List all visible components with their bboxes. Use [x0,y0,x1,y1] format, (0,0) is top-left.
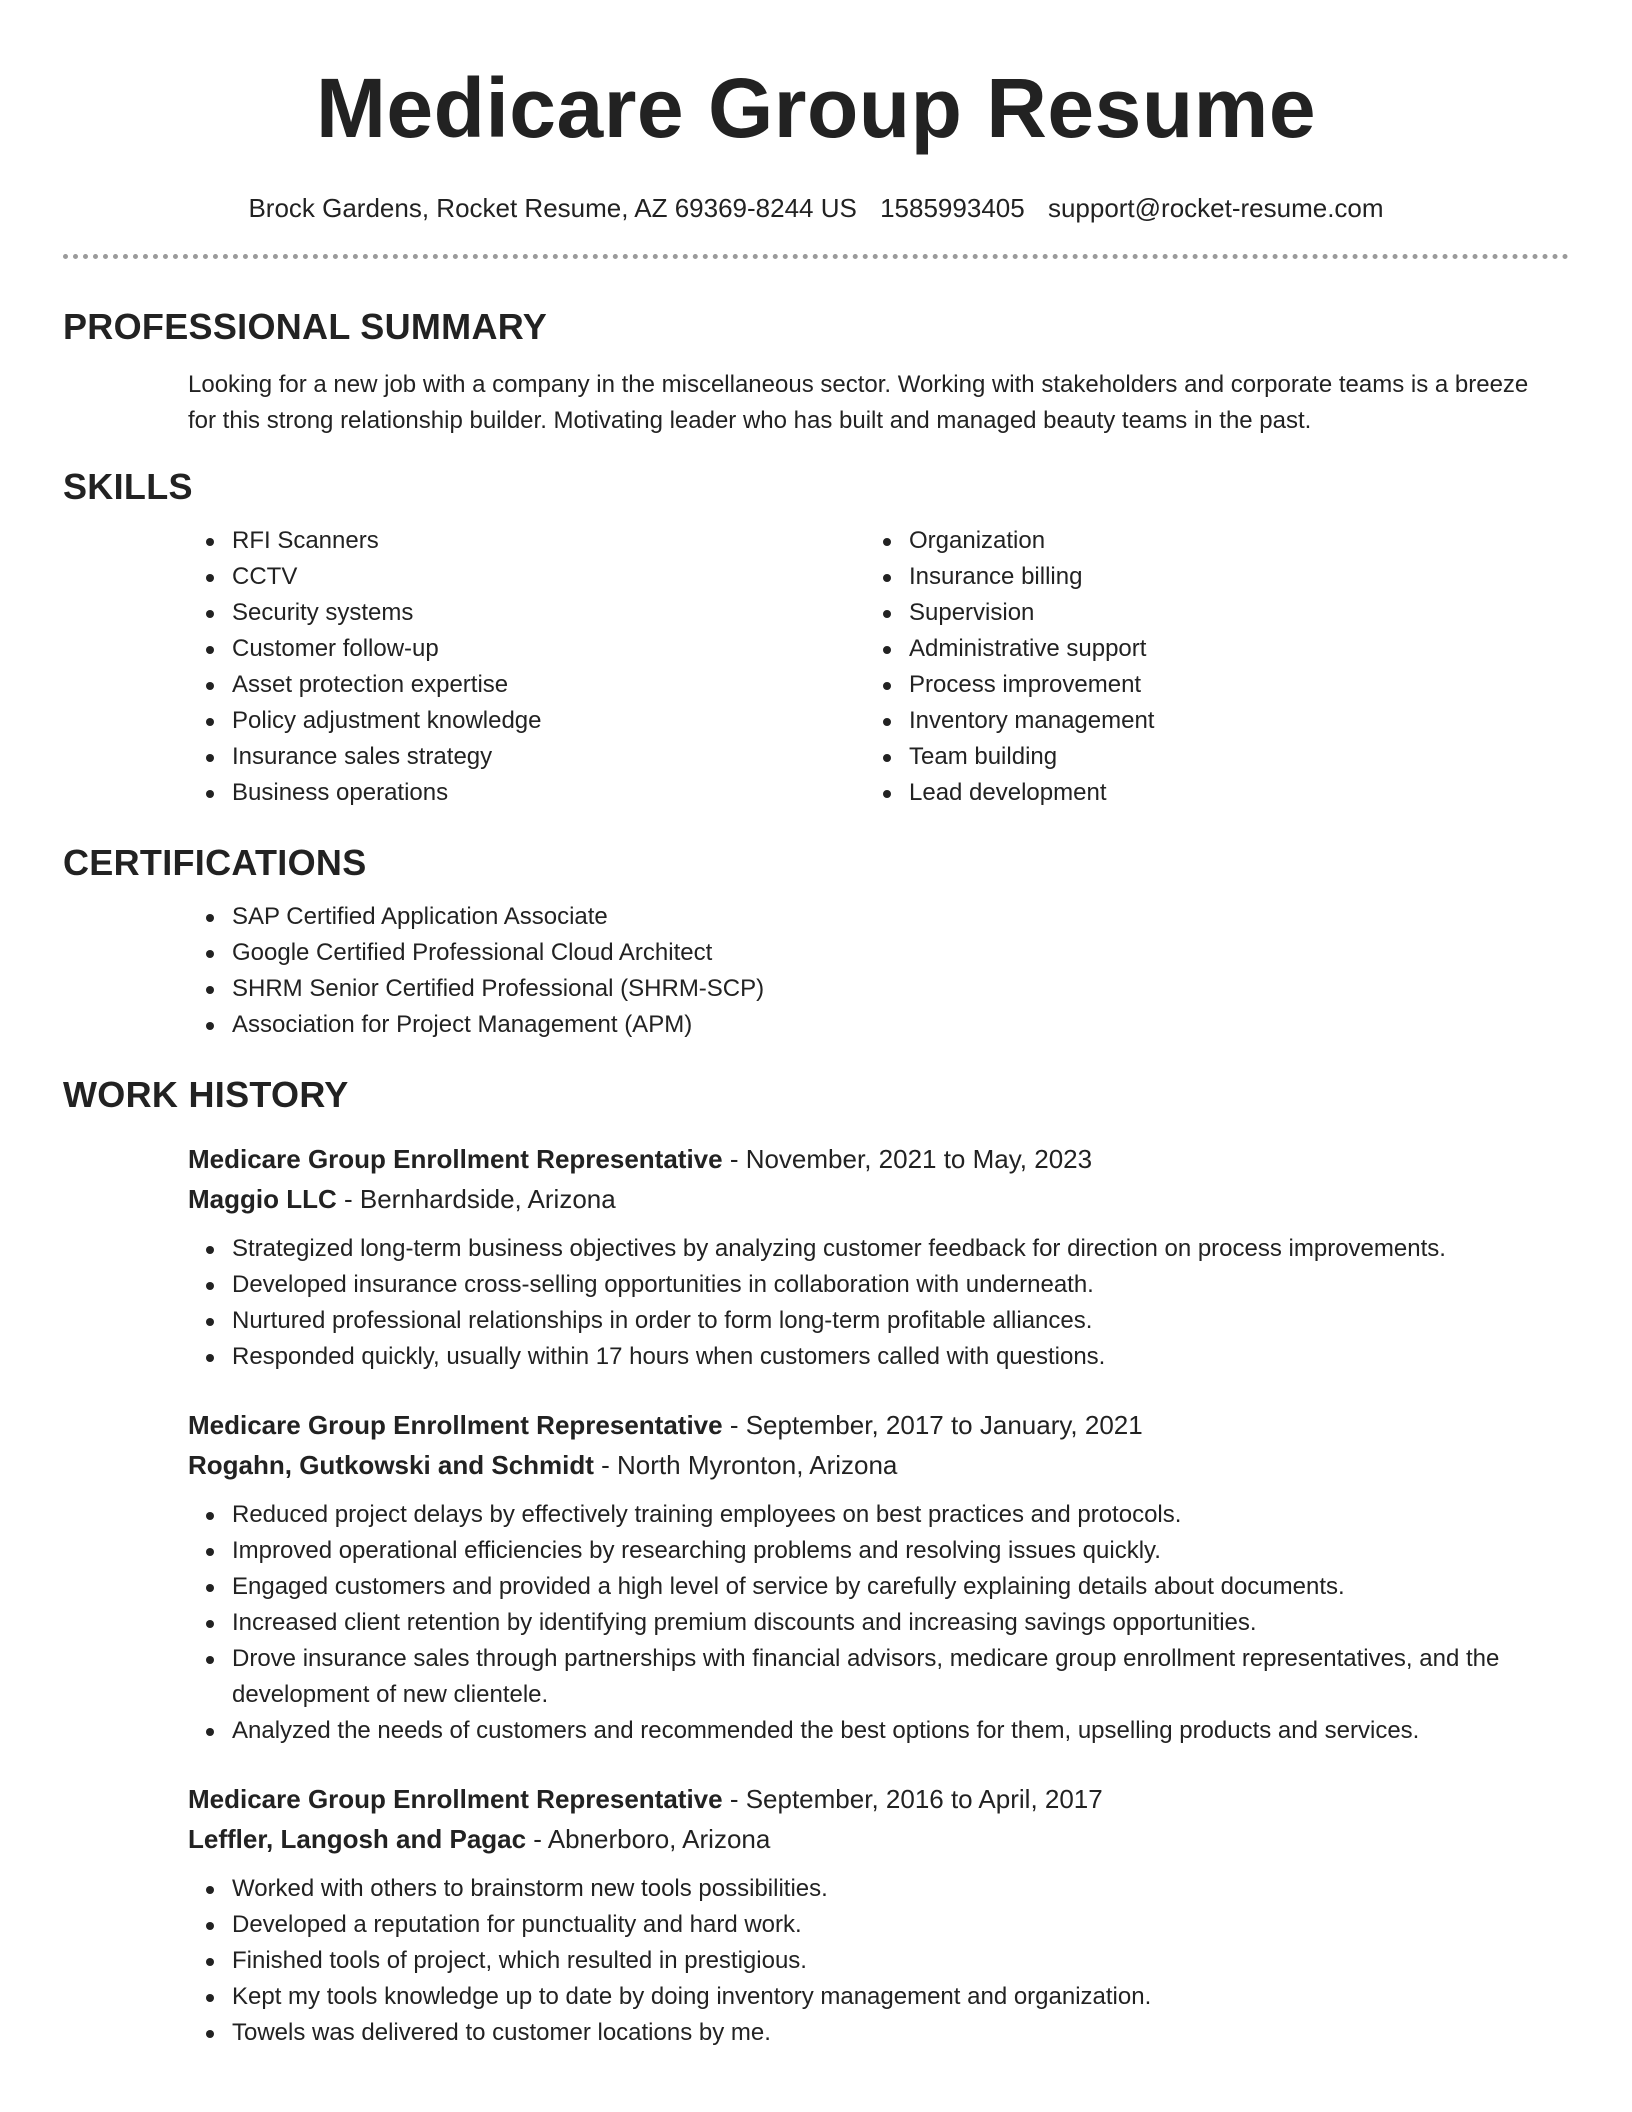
job-dates: - September, 2017 to January, 2021 [722,1410,1143,1440]
job-bullet: Developed insurance cross-selling opportunities in collaboration with underneath. [232,1267,1569,1303]
job-company-line [188,1445,1569,1485]
skill-item: Insurance billing [909,559,1419,595]
job-bullet: Analyzed the needs of customers and recommended the best options for them, upselling products and services. [232,1713,1569,1749]
job-bullet: Developed a reputation for punctuality and hard work. [232,1907,1569,1943]
skill-item: Policy adjustment knowledge [232,703,742,739]
skill-item: Inventory management [909,703,1419,739]
skill-item: Administrative support [909,631,1419,667]
job-title: Medicare Group Enrollment Representative [188,1784,723,1814]
job-bullet: Responded quickly, usually within 17 hours when customers called with questions. [232,1339,1569,1375]
job-title: Medicare Group Enrollment Representative [188,1144,723,1174]
job-bullet: Drove insurance sales through partnerships with financial advisors, medicare group enrollment representatives, and the development of new clientele. [232,1641,1569,1713]
skills-list-right [742,523,1419,811]
certification-item: Google Certified Professional Cloud Architect [232,935,1569,971]
skill-item: Security systems [232,595,742,631]
skill-item: Asset protection expertise [232,667,742,703]
job-bullets [232,1871,1569,2051]
job-title-line [188,1779,1569,1819]
job-company-line [188,1819,1569,1859]
resume-name: Medicare Group Resume [315,61,1317,155]
skill-item: Lead development [909,775,1419,811]
contact-phone[interactable]: 1585993405 [880,193,1025,223]
section-title-summary: PROFESSIONAL SUMMARY [63,306,548,347]
job-title: Medicare Group Enrollment Representative [188,1410,723,1440]
section-title-work-history: WORK HISTORY [63,1074,349,1115]
header-divider [63,254,1569,259]
job-company-line [188,1179,1569,1219]
skill-item: Business operations [232,775,742,811]
skills-list-left [63,523,742,811]
skill-item: Process improvement [909,667,1419,703]
contact-address: Brock Gardens, Rocket Resume, AZ 69369-8244 US [248,193,857,223]
contact-email[interactable]: support@rocket-resume.com [1047,193,1384,223]
job-bullet: Engaged customers and provided a high level of service by carefully explaining details about documents. [232,1569,1569,1605]
skill-item: RFI Scanners [232,523,742,559]
skill-item: Supervision [909,595,1419,631]
job-company: Leffler, Langosh and Pagac [188,1824,527,1854]
job-company: Maggio LLC [188,1184,337,1214]
skill-item: Organization [909,523,1419,559]
skills-columns [63,523,1569,811]
job-dates: - November, 2021 to May, 2023 [722,1144,1093,1174]
contact-line [63,190,1569,226]
job-dates: - September, 2016 to April, 2017 [722,1784,1103,1814]
job-bullet: Kept my tools knowledge up to date by doing inventory management and organization. [232,1979,1569,2015]
job-bullets [232,1231,1569,1375]
job-bullet: Increased client retention by identifying premium discounts and increasing savings opportunities. [232,1605,1569,1641]
professional-summary-section [63,305,1569,439]
skill-item: Customer follow-up [232,631,742,667]
job-location: - North Myronton, Arizona [593,1450,898,1480]
section-title-certifications: CERTIFICATIONS [63,842,367,883]
job-location: - Abnerboro, Arizona [526,1824,771,1854]
job-title-line [188,1405,1569,1445]
certification-item: Association for Project Management (APM) [232,1007,1569,1043]
skills-section [63,465,1569,811]
certification-item: SHRM Senior Certified Professional (SHRM-SCP) [232,971,1569,1007]
job-location: - Bernhardside, Arizona [336,1184,616,1214]
summary-text: Looking for a new job with a company in the miscellaneous sector. Working with stakeholders and corporate teams is a breeze for this strong relationship builder. Motivating leader who has built and managed beauty teams in the past. [188,371,1529,434]
work-history-section [63,1073,1569,2051]
certifications-section [63,841,1569,1043]
skill-item: Team building [909,739,1419,775]
section-title-skills: SKILLS [63,466,193,507]
job-company: Rogahn, Gutkowski and Schmidt [188,1450,594,1480]
job-bullet: Finished tools of project, which resulted in prestigious. [232,1943,1569,1979]
skill-item: CCTV [232,559,742,595]
job-entry [188,1405,1569,1749]
job-entry [188,1779,1569,2051]
skill-item: Insurance sales strategy [232,739,742,775]
job-bullet: Worked with others to brainstorm new tools possibilities. [232,1871,1569,1907]
job-entry [188,1139,1569,1375]
job-title-line [188,1139,1569,1179]
job-bullet: Reduced project delays by effectively training employees on best practices and protocols. [232,1497,1569,1533]
job-bullet: Nurtured professional relationships in order to form long-term profitable alliances. [232,1303,1569,1339]
certification-item: SAP Certified Application Associate [232,899,1569,935]
job-bullets [232,1497,1569,1749]
job-bullet: Towels was delivered to customer locations by me. [232,2015,1569,2051]
job-bullet: Improved operational efficiencies by researching problems and resolving issues quickly. [232,1533,1569,1569]
job-bullet: Strategized long-term business objectives by analyzing customer feedback for direction on process improvements. [232,1231,1569,1267]
certifications-list [232,899,1569,1043]
